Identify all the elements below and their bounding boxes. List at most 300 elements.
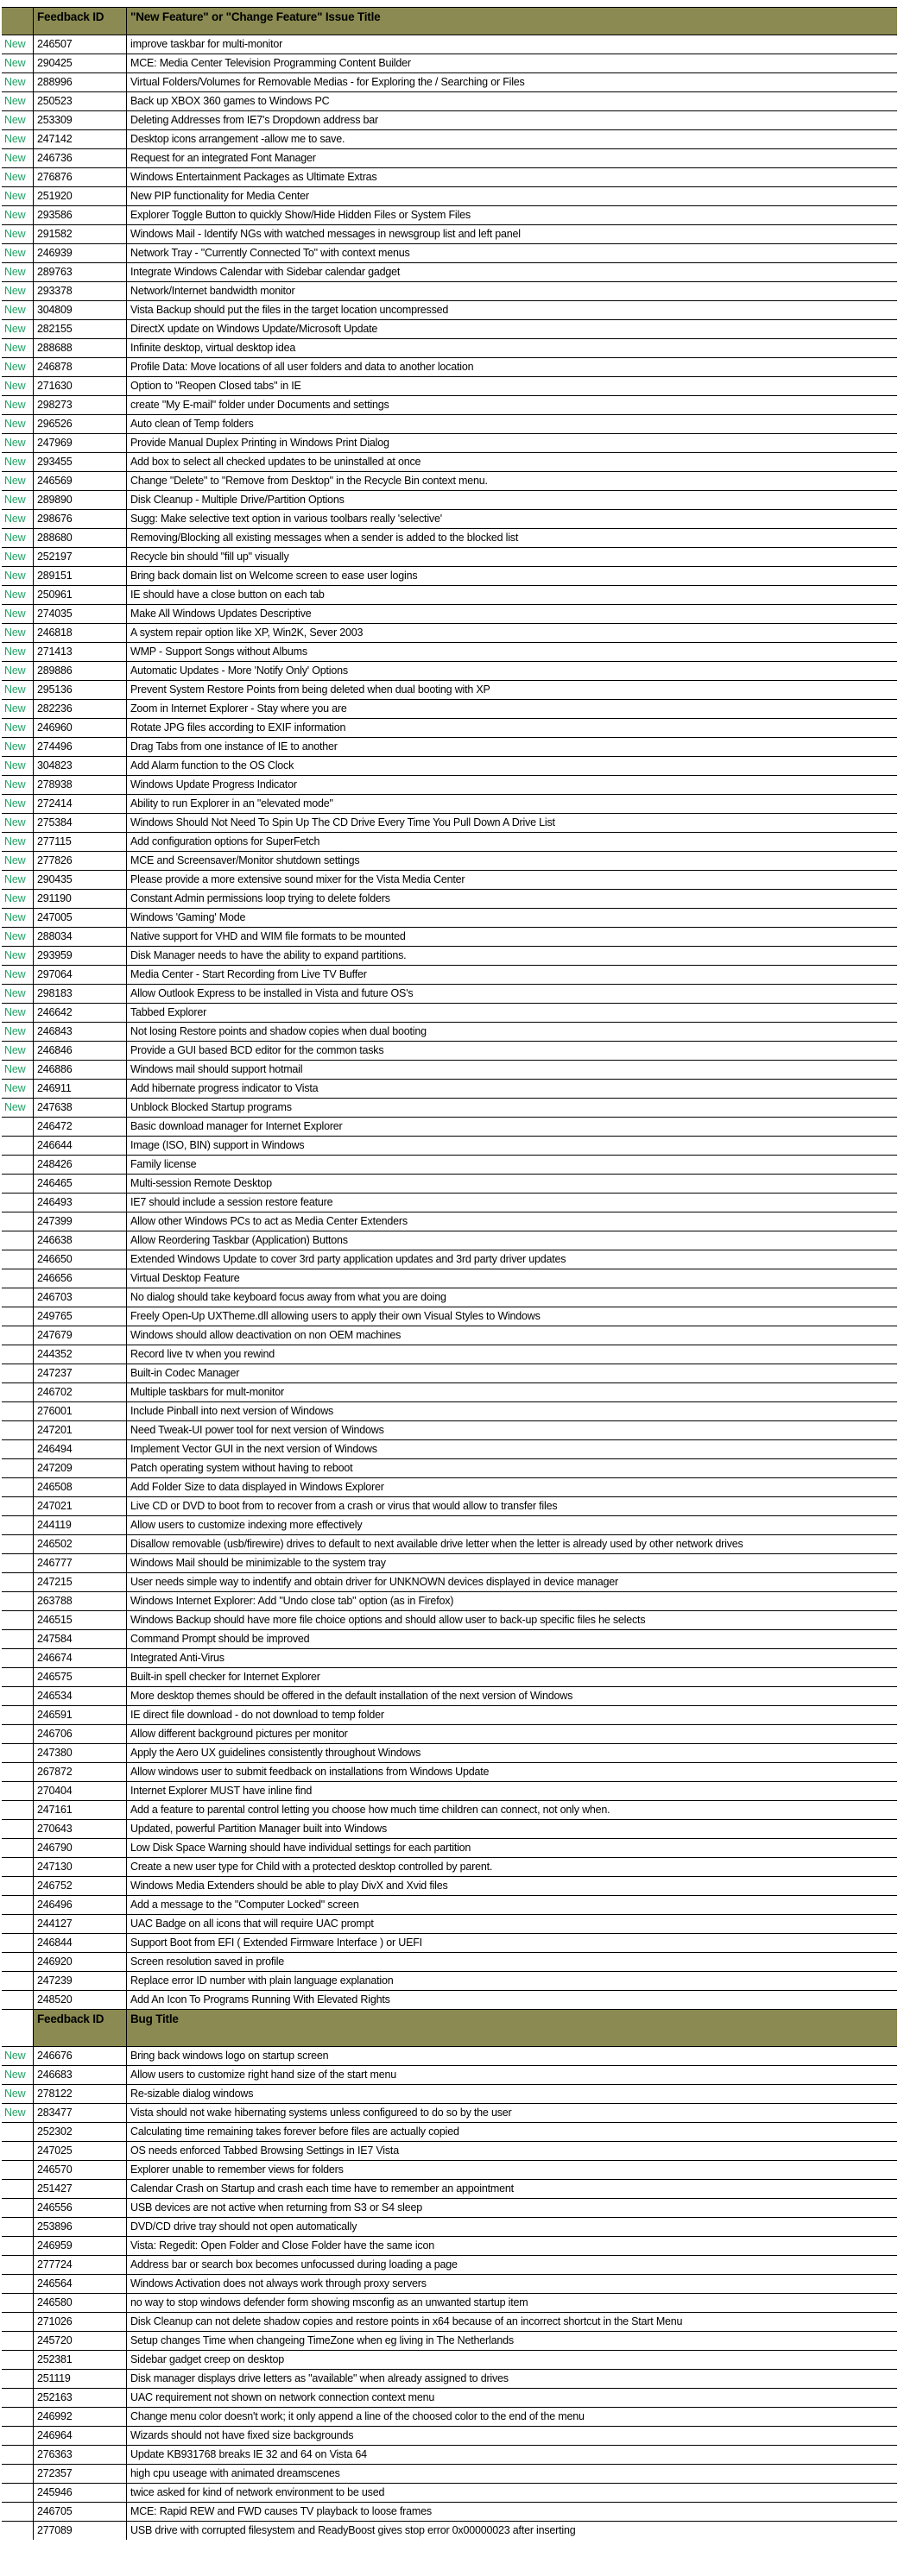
feedback-id-cell[interactable]: 246644 [33, 1137, 127, 1155]
issue-title-cell[interactable]: DVD/CD drive tray should not open automatically [130, 2220, 357, 2233]
issue-title-cell[interactable]: Basic download manager for Internet Explorer [130, 1120, 343, 1132]
issue-title-cell[interactable]: Vista should not wake hibernating systems unless configureed to do so by the user [130, 2107, 512, 2119]
new-flag-cell[interactable] [2, 1687, 33, 1705]
feedback-id-cell[interactable]: 248426 [33, 1156, 127, 1174]
feedback-id-cell[interactable]: 289890 [33, 491, 127, 509]
feedback-id-cell[interactable]: 247239 [33, 1972, 127, 1990]
issue-title-cell[interactable]: Add Alarm function to the OS Clock [130, 759, 294, 772]
issue-title-cell[interactable]: Disk manager displays drive letters as "available" when already assigned to drives [130, 2372, 509, 2384]
issue-title-cell[interactable]: create "My E-mail" folder under Documents and settings [130, 399, 389, 411]
feedback-id-cell[interactable]: 246846 [33, 1042, 127, 1060]
issue-title-cell[interactable]: Disk Cleanup - Multiple Drive/Partition Options [130, 494, 345, 506]
new-flag-cell[interactable]: New [4, 95, 26, 107]
feedback-id-cell[interactable]: 252197 [33, 548, 127, 566]
new-flag-cell[interactable] [2, 1231, 33, 1250]
new-flag-cell[interactable]: New [4, 608, 26, 620]
feedback-id-cell[interactable]: 247679 [33, 1326, 127, 1345]
issue-title-cell[interactable]: Windows Should Not Need To Spin Up The CD Drive Every Time You Pull Down A Drive List [130, 816, 555, 828]
feedback-id-cell[interactable]: 263788 [33, 1592, 127, 1610]
issue-title-cell[interactable]: Windows Activation does not always work through proxy servers [130, 2277, 427, 2289]
new-flag-cell[interactable]: New [4, 1006, 26, 1018]
new-flag-cell[interactable]: New [4, 532, 26, 544]
issue-title-cell[interactable]: OS needs enforced Tabbed Browsing Settings in IE7 Vista [130, 2145, 399, 2157]
issue-title-cell[interactable]: Screen resolution saved in profile [130, 1956, 285, 1968]
issue-title-cell[interactable]: Zoom in Internet Explorer - Stay where you are [130, 702, 347, 715]
feedback-id-cell[interactable]: 289763 [33, 263, 127, 281]
new-flag-cell[interactable] [2, 1991, 33, 2009]
issue-title-cell[interactable]: MCE: Media Center Television Programming Content Builder [130, 57, 411, 69]
feedback-id-cell[interactable]: 275384 [33, 814, 127, 832]
feedback-id-cell[interactable]: 277826 [33, 852, 127, 870]
new-flag-cell[interactable] [2, 2351, 33, 2369]
issue-title-cell[interactable]: Change menu color doesn't work; it only append a line of the choosed color to the end of the menu [130, 2410, 585, 2422]
new-flag-cell[interactable] [2, 2256, 33, 2274]
new-flag-cell[interactable] [2, 1630, 33, 1648]
issue-title-cell[interactable]: Wizards should not have fixed size backgrounds [130, 2429, 354, 2441]
feedback-id-cell[interactable]: 304823 [33, 757, 127, 775]
new-flag-cell[interactable] [2, 1744, 33, 1762]
new-flag-cell[interactable] [2, 1858, 33, 1876]
issue-title-cell[interactable]: Create a new user type for Child with a protected desktop controlled by parent. [130, 1861, 493, 1873]
new-flag-cell[interactable] [2, 1402, 33, 1420]
issue-title-cell[interactable]: UAC requirement not shown on network connection context menu [130, 2391, 435, 2403]
new-flag-cell[interactable]: New [4, 247, 26, 259]
feedback-id-cell[interactable]: 244352 [33, 1345, 127, 1364]
issue-title-cell[interactable]: improve taskbar for multi-monitor [130, 38, 283, 50]
issue-title-cell[interactable]: high cpu useage with animated dreamscenes [130, 2467, 340, 2479]
feedback-id-cell[interactable]: 244119 [33, 1516, 127, 1534]
issue-title-cell[interactable]: Request for an integrated Font Manager [130, 152, 316, 164]
issue-title-cell[interactable]: Add box to select all checked updates to be uninstalled at once [130, 456, 421, 468]
issue-title-cell[interactable]: Desktop icons arrangement -allow me to save. [130, 133, 345, 145]
feedback-id-cell[interactable]: 272357 [33, 2465, 127, 2483]
new-flag-cell[interactable] [2, 2408, 33, 2426]
new-flag-cell[interactable] [2, 1953, 33, 1971]
new-flag-cell[interactable] [2, 1497, 33, 1515]
issue-title-cell[interactable]: USB drive with corrupted filesystem and ReadyBoost gives stop error 0x00000023 after inserting [130, 2524, 576, 2536]
feedback-id-cell[interactable]: 246642 [33, 1004, 127, 1022]
feedback-id-cell[interactable]: 246508 [33, 1478, 127, 1496]
new-flag-cell[interactable] [2, 1383, 33, 1401]
issue-title-cell[interactable]: Auto clean of Temp folders [130, 418, 254, 430]
issue-title-cell[interactable]: Windows Media Extenders should be able to play DivX and Xvid files [130, 1880, 448, 1892]
new-flag-cell[interactable] [2, 2180, 33, 2198]
feedback-id-cell[interactable]: 246656 [33, 1269, 127, 1288]
issue-title-cell[interactable]: Deleting Addresses from IE7's Dropdown address bar [130, 114, 378, 126]
feedback-id-cell[interactable]: 270404 [33, 1782, 127, 1800]
feedback-id-cell[interactable]: 246878 [33, 358, 127, 376]
issue-title-cell[interactable]: Recycle bin should "fill up" visually [130, 551, 289, 563]
issue-title-cell[interactable]: WMP - Support Songs without Albums [130, 646, 307, 658]
feedback-id-cell[interactable]: 267872 [33, 1763, 127, 1781]
new-flag-cell[interactable]: New [4, 361, 26, 373]
feedback-id-cell[interactable]: 247380 [33, 1744, 127, 1762]
issue-title-cell[interactable]: Allow different background pictures per monitor [130, 1728, 348, 1740]
feedback-id-cell[interactable]: 246564 [33, 2275, 127, 2293]
new-flag-cell[interactable]: New [4, 816, 26, 828]
issue-title-cell[interactable]: Command Prompt should be improved [130, 1633, 310, 1645]
issue-title-cell[interactable]: IE7 should include a session restore feature [130, 1196, 333, 1208]
feedback-id-cell[interactable]: 288680 [33, 529, 127, 547]
new-flag-cell[interactable] [2, 1459, 33, 1477]
issue-title-cell[interactable]: Profile Data: Move locations of all user folders and data to another location [130, 361, 474, 373]
issue-title-cell[interactable]: Back up XBOX 360 games to Windows PC [130, 95, 330, 107]
new-flag-cell[interactable]: New [4, 437, 26, 449]
feedback-id-cell[interactable]: 291582 [33, 225, 127, 243]
issue-title-cell[interactable]: User needs simple way to indentify and obtain driver for UNKNOWN devices displayed in device manager [130, 1576, 618, 1588]
issue-title-cell[interactable]: Disallow removable (usb/firewire) drives to default to next available drive letter when the letter is already used by other network drives [130, 1538, 743, 1550]
feedback-id-cell[interactable]: 253896 [33, 2218, 127, 2236]
issue-title-cell[interactable]: Allow Reordering Taskbar (Application) Buttons [130, 1234, 348, 1246]
feedback-id-cell[interactable]: 246939 [33, 244, 127, 262]
new-flag-cell[interactable]: New [4, 551, 26, 563]
new-flag-cell[interactable]: New [4, 930, 26, 942]
new-flag-cell[interactable] [2, 2237, 33, 2255]
feedback-id-cell[interactable]: 253309 [33, 111, 127, 129]
feedback-id-cell[interactable]: 293959 [33, 947, 127, 965]
feedback-id-cell[interactable]: 277115 [33, 833, 127, 851]
feedback-id-cell[interactable]: 245720 [33, 2332, 127, 2350]
feedback-id-cell[interactable]: 246591 [33, 1706, 127, 1724]
feedback-id-cell[interactable]: 271026 [33, 2313, 127, 2331]
issue-title-cell[interactable]: MCE: Rapid REW and FWD causes TV playback to loose frames [130, 2505, 432, 2517]
issue-title-cell[interactable]: Re-sizable dialog windows [130, 2088, 254, 2100]
new-flag-cell[interactable]: New [4, 873, 26, 885]
feedback-id-cell[interactable]: 298273 [33, 396, 127, 414]
issue-title-cell[interactable]: Sidebar gadget creep on desktop [130, 2353, 284, 2365]
feedback-id-cell[interactable]: 246465 [33, 1175, 127, 1193]
feedback-id-cell[interactable]: 246964 [33, 2427, 127, 2445]
issue-title-cell[interactable]: Setup changes Time when changeing TimeZone when eg living in The Netherlands [130, 2334, 514, 2346]
feedback-id-cell[interactable]: 289886 [33, 662, 127, 680]
issue-title-cell[interactable]: Add An Icon To Programs Running With Elevated Rights [130, 1993, 390, 2006]
feedback-id-cell[interactable]: 250961 [33, 586, 127, 604]
new-flag-cell[interactable]: New [4, 2107, 26, 2119]
feedback-id-cell[interactable]: 282236 [33, 700, 127, 718]
feedback-id-cell[interactable]: 288996 [33, 73, 127, 91]
issue-title-cell[interactable]: no way to stop windows defender form showing msconfig as an unwanted startup item [130, 2296, 528, 2308]
new-flag-cell[interactable]: New [4, 797, 26, 809]
new-flag-cell[interactable] [2, 2123, 33, 2141]
issue-title-cell[interactable]: Multiple taskbars for mult-monitor [130, 1386, 284, 1398]
feedback-id-cell[interactable]: 276001 [33, 1402, 127, 1420]
new-flag-cell[interactable]: New [4, 2050, 26, 2062]
new-flag-cell[interactable] [2, 1118, 33, 1136]
feedback-id-cell[interactable]: 293378 [33, 282, 127, 300]
issue-title-cell[interactable]: Sugg: Make selective text option in various toolbars really 'selective' [130, 513, 442, 525]
feedback-id-cell[interactable]: 249765 [33, 1307, 127, 1326]
issue-title-cell[interactable]: Removing/Blocking all existing messages when a sender is added to the blocked list [130, 532, 519, 544]
feedback-id-cell[interactable]: 246886 [33, 1061, 127, 1079]
feedback-id-cell[interactable]: 246818 [33, 624, 127, 642]
feedback-id-cell[interactable]: 304809 [33, 301, 127, 319]
issue-title-cell[interactable]: Windows Internet Explorer: Add "Undo close tab" option (as in Firefox) [130, 1595, 454, 1607]
feedback-id-cell[interactable]: 246472 [33, 1118, 127, 1136]
issue-title-cell[interactable]: Calculating time remaining takes forever before files are actually copied [130, 2126, 459, 2138]
feedback-id-cell[interactable]: 246777 [33, 1554, 127, 1572]
feedback-id-cell[interactable]: 252302 [33, 2123, 127, 2141]
new-flag-cell[interactable] [2, 2199, 33, 2217]
feedback-id-cell[interactable]: 246683 [33, 2066, 127, 2084]
feedback-id-cell[interactable]: 247142 [33, 130, 127, 148]
feedback-id-cell[interactable]: 246959 [33, 2237, 127, 2255]
new-flag-cell[interactable] [2, 1269, 33, 1288]
new-flag-cell[interactable] [2, 1972, 33, 1990]
feedback-id-cell[interactable]: 247638 [33, 1099, 127, 1117]
new-flag-cell[interactable]: New [4, 171, 26, 183]
issue-title-cell[interactable]: Add configuration options for SuperFetch [130, 835, 320, 847]
new-flag-cell[interactable] [2, 1649, 33, 1667]
new-flag-cell[interactable]: New [4, 1044, 26, 1056]
new-flag-cell[interactable] [2, 1194, 33, 1212]
feedback-id-cell[interactable]: 291190 [33, 890, 127, 908]
issue-title-cell[interactable]: Windows Mail should be minimizable to the system tray [130, 1557, 386, 1569]
new-flag-cell[interactable]: New [4, 2069, 26, 2081]
issue-title-cell[interactable]: Implement Vector GUI in the next version of Windows [130, 1443, 377, 1455]
issue-title-cell[interactable]: Freely Open-Up UXTheme.dll allowing users to apply their own Visual Styles to Windows [130, 1310, 541, 1322]
new-flag-cell[interactable] [2, 2503, 33, 2521]
new-flag-cell[interactable]: New [4, 2088, 26, 2100]
feedback-id-cell[interactable]: 244127 [33, 1915, 127, 1933]
issue-title-cell[interactable]: Prevent System Restore Points from being deleted when dual booting with XP [130, 683, 490, 696]
new-flag-cell[interactable] [2, 1573, 33, 1591]
new-flag-cell[interactable]: New [4, 987, 26, 999]
issue-title-cell[interactable]: Built-in spell checker for Internet Explorer [130, 1671, 320, 1683]
issue-title-cell[interactable]: Bring back windows logo on startup screen [130, 2050, 329, 2062]
issue-title-cell[interactable]: Network/Internet bandwidth monitor [130, 285, 295, 297]
new-flag-cell[interactable] [2, 1668, 33, 1686]
issue-title-cell[interactable]: New PIP functionality for Media Center [130, 190, 309, 202]
new-flag-cell[interactable] [2, 1212, 33, 1231]
new-flag-cell[interactable] [2, 1934, 33, 1952]
issue-title-cell[interactable]: DirectX update on Windows Update/Microsoft Update [130, 323, 378, 335]
feedback-id-cell[interactable]: 246575 [33, 1668, 127, 1686]
feedback-id-cell[interactable]: 272414 [33, 795, 127, 813]
feedback-id-cell[interactable]: 247201 [33, 1421, 127, 1439]
feedback-id-cell[interactable]: 288034 [33, 928, 127, 946]
issue-title-cell[interactable]: Constant Admin permissions loop trying to delete folders [130, 892, 390, 904]
new-flag-cell[interactable]: New [4, 38, 26, 50]
new-flag-cell[interactable]: New [4, 570, 26, 582]
issue-title-cell[interactable]: Integrate Windows Calendar with Sidebar calendar gadget [130, 266, 401, 278]
issue-title-cell[interactable]: Provide Manual Duplex Printing in Windows Print Dialog [130, 437, 389, 449]
issue-title-cell[interactable]: Automatic Updates - More 'Notify Only' Options [130, 664, 348, 677]
issue-title-cell[interactable]: Add hibernate progress indicator to Vista [130, 1082, 319, 1094]
new-flag-cell[interactable]: New [4, 190, 26, 202]
new-flag-cell[interactable] [2, 1782, 33, 1800]
issue-title-cell[interactable]: Windows should allow deactivation on non OEM machines [130, 1329, 402, 1341]
feedback-id-cell[interactable]: 246507 [33, 35, 127, 54]
new-flag-cell[interactable]: New [4, 76, 26, 88]
new-flag-cell[interactable] [2, 1592, 33, 1610]
issue-title-cell[interactable]: Windows Update Progress Indicator [130, 778, 297, 790]
new-flag-cell[interactable] [2, 1175, 33, 1193]
feedback-id-cell[interactable]: 295136 [33, 681, 127, 699]
issue-title-cell[interactable]: Media Center - Start Recording from Live TV Buffer [130, 968, 367, 980]
issue-title-cell[interactable]: Allow users to customize right hand size of the start menu [130, 2069, 396, 2081]
new-flag-cell[interactable] [2, 1763, 33, 1781]
feedback-id-cell[interactable]: 270643 [33, 1820, 127, 1838]
feedback-id-cell[interactable]: 246674 [33, 1649, 127, 1667]
issue-title-cell[interactable]: Windows Entertainment Packages as Ultimate Extras [130, 171, 377, 183]
issue-title-cell[interactable]: Please provide a more extensive sound mixer for the Vista Media Center [130, 873, 465, 885]
feedback-id-cell[interactable]: 246736 [33, 149, 127, 167]
new-flag-cell[interactable] [2, 1516, 33, 1534]
feedback-id-cell[interactable]: 246515 [33, 1611, 127, 1629]
feedback-id-cell[interactable]: 246844 [33, 1934, 127, 1952]
feedback-id-cell[interactable]: 248520 [33, 1991, 127, 2009]
issue-title-cell[interactable]: Change "Delete" to "Remove from Desktop" in the Recycle Bin context menu. [130, 475, 488, 487]
new-flag-cell[interactable] [2, 1611, 33, 1629]
new-flag-cell[interactable] [2, 1421, 33, 1439]
feedback-id-cell[interactable]: 246706 [33, 1725, 127, 1743]
issue-title-cell[interactable]: Drag Tabs from one instance of IE to another [130, 740, 338, 753]
issue-title-cell[interactable]: Apply the Aero UX guidelines consistently throughout Windows [130, 1747, 421, 1759]
feedback-id-cell[interactable]: 246676 [33, 2047, 127, 2065]
feedback-id-cell[interactable]: 246493 [33, 1194, 127, 1212]
feedback-id-cell[interactable]: 247130 [33, 1858, 127, 1876]
new-flag-cell[interactable]: New [4, 740, 26, 753]
issue-title-cell[interactable]: Family license [130, 1158, 197, 1170]
new-flag-cell[interactable] [2, 1345, 33, 1364]
issue-title-cell[interactable]: A system repair option like XP, Win2K, Sever 2003 [130, 627, 364, 639]
new-flag-cell[interactable] [2, 2389, 33, 2407]
new-flag-cell[interactable] [2, 1307, 33, 1326]
issue-title-cell[interactable]: Support Boot from EFI ( Extended Firmware Interface ) or UEFI [130, 1937, 422, 1949]
feedback-id-cell[interactable]: 246580 [33, 2294, 127, 2312]
new-flag-cell[interactable]: New [4, 57, 26, 69]
issue-title-cell[interactable]: twice asked for kind of network environment to be used [130, 2486, 385, 2498]
new-flag-cell[interactable]: New [4, 721, 26, 734]
new-flag-cell[interactable] [2, 1288, 33, 1307]
issue-title-cell[interactable]: UAC Badge on all icons that will require UAC prompt [130, 1918, 374, 1930]
issue-title-cell[interactable]: Patch operating system without having to reboot [130, 1462, 353, 1474]
issue-title-cell[interactable]: Allow windows user to submit feedback on installations from Windows Update [130, 1766, 490, 1778]
new-flag-cell[interactable]: New [4, 854, 26, 866]
feedback-id-cell[interactable]: 298183 [33, 985, 127, 1003]
issue-title-cell[interactable]: Need Tweak-UI power tool for next version of Windows [130, 1424, 384, 1436]
new-flag-cell[interactable]: New [4, 152, 26, 164]
new-flag-cell[interactable]: New [4, 456, 26, 468]
issue-title-cell[interactable]: Add Folder Size to data displayed in Windows Explorer [130, 1481, 384, 1493]
new-flag-cell[interactable] [2, 2332, 33, 2350]
feedback-id-cell[interactable]: 246534 [33, 1687, 127, 1705]
feedback-id-cell[interactable]: 276876 [33, 168, 127, 186]
new-flag-cell[interactable]: New [4, 266, 26, 278]
new-flag-cell[interactable]: New [4, 475, 26, 487]
feedback-id-cell[interactable]: 246496 [33, 1896, 127, 1914]
new-flag-cell[interactable]: New [4, 133, 26, 145]
issue-title-cell[interactable]: Unblock Blocked Startup programs [130, 1101, 292, 1113]
feedback-id-cell[interactable]: 246570 [33, 2161, 127, 2179]
new-flag-cell[interactable]: New [4, 1025, 26, 1037]
issue-title-cell[interactable]: USB devices are not active when returning from S3 or S4 sleep [130, 2201, 422, 2214]
feedback-id-cell[interactable]: 247399 [33, 1212, 127, 1231]
issue-title-cell[interactable]: Add a message to the "Computer Locked" screen [130, 1899, 359, 1911]
new-flag-cell[interactable] [2, 2465, 33, 2483]
new-flag-cell[interactable] [2, 1554, 33, 1572]
new-flag-cell[interactable]: New [4, 664, 26, 677]
new-flag-cell[interactable] [2, 1535, 33, 1553]
feedback-id-cell[interactable]: 246992 [33, 2408, 127, 2426]
new-flag-cell[interactable]: New [4, 627, 26, 639]
new-flag-cell[interactable] [2, 1801, 33, 1819]
feedback-id-cell[interactable]: 247005 [33, 909, 127, 927]
new-flag-cell[interactable]: New [4, 494, 26, 506]
new-flag-cell[interactable] [2, 2427, 33, 2445]
issue-title-cell[interactable]: Update KB931768 breaks IE 32 and 64 on Vista 64 [130, 2448, 367, 2460]
issue-title-cell[interactable]: Infinite desktop, virtual desktop idea [130, 342, 296, 354]
feedback-id-cell[interactable]: 297064 [33, 966, 127, 984]
new-flag-cell[interactable] [2, 2313, 33, 2331]
issue-title-cell[interactable]: MCE and Screensaver/Monitor shutdown settings [130, 854, 360, 866]
feedback-id-cell[interactable]: 246650 [33, 1250, 127, 1269]
feedback-id-cell[interactable]: 246502 [33, 1535, 127, 1553]
new-flag-cell[interactable] [2, 1440, 33, 1458]
issue-title-cell[interactable]: Windows Backup should have more file choice options and should allow user to back-up specific files he selects [130, 1614, 646, 1626]
new-flag-cell[interactable] [2, 1915, 33, 1933]
new-flag-cell[interactable]: New [4, 1063, 26, 1075]
issue-title-cell[interactable]: More desktop themes should be offered in the default installation of the next version of Windows [130, 1690, 573, 1702]
feedback-id-cell[interactable]: 251119 [33, 2370, 127, 2388]
feedback-id-cell[interactable]: 278938 [33, 776, 127, 794]
feedback-id-cell[interactable]: 247161 [33, 1801, 127, 1819]
issue-title-cell[interactable]: Address bar or search box becomes unfocussed during loading a page [130, 2258, 458, 2271]
issue-title-cell[interactable]: Calendar Crash on Startup and crash each time have to remember an appointment [130, 2182, 514, 2195]
feedback-id-cell[interactable]: 246752 [33, 1877, 127, 1895]
feedback-id-cell[interactable]: 246843 [33, 1023, 127, 1041]
feedback-id-cell[interactable]: 271630 [33, 377, 127, 395]
new-flag-cell[interactable]: New [4, 342, 26, 354]
new-flag-cell[interactable]: New [4, 589, 26, 601]
issue-title-cell[interactable]: Bring back domain list on Welcome screen to ease user logins [130, 570, 418, 582]
new-flag-cell[interactable]: New [4, 114, 26, 126]
issue-title-cell[interactable]: Built-in Codec Manager [130, 1367, 240, 1379]
feedback-id-cell[interactable]: 277724 [33, 2256, 127, 2274]
feedback-id-cell[interactable]: 246920 [33, 1953, 127, 1971]
feedback-id-cell[interactable]: 271413 [33, 643, 127, 661]
issue-title-cell[interactable]: Record live tv when you rewind [130, 1348, 275, 1360]
issue-title-cell[interactable]: IE direct file download - do not download to temp folder [130, 1709, 384, 1721]
new-flag-cell[interactable] [2, 1326, 33, 1345]
issue-title-cell[interactable]: Multi-session Remote Desktop [130, 1177, 272, 1189]
new-flag-cell[interactable]: New [4, 228, 26, 240]
new-flag-cell[interactable] [2, 1156, 33, 1174]
new-flag-cell[interactable] [2, 1877, 33, 1895]
feedback-id-cell[interactable]: 288688 [33, 339, 127, 357]
feedback-id-cell[interactable]: 247021 [33, 1497, 127, 1515]
new-flag-cell[interactable]: New [4, 1101, 26, 1113]
issue-title-cell[interactable]: No dialog should take keyboard focus away from what you are doing [130, 1291, 446, 1303]
issue-title-cell[interactable]: Windows 'Gaming' Mode [130, 911, 246, 923]
new-flag-cell[interactable] [2, 2218, 33, 2236]
issue-title-cell[interactable]: Native support for VHD and WIM file formats to be mounted [130, 930, 406, 942]
new-flag-cell[interactable]: New [4, 968, 26, 980]
new-flag-cell[interactable]: New [4, 949, 26, 961]
feedback-id-cell[interactable]: 278122 [33, 2085, 127, 2103]
new-flag-cell[interactable]: New [4, 835, 26, 847]
issue-title-cell[interactable]: Windows Mail - Identify NGs with watched messages in newsgroup list and left panel [130, 228, 521, 240]
feedback-id-cell[interactable]: 296526 [33, 415, 127, 433]
new-flag-cell[interactable] [2, 2370, 33, 2388]
feedback-id-cell[interactable]: 246790 [33, 1839, 127, 1857]
new-flag-cell[interactable] [2, 1478, 33, 1496]
issue-title-cell[interactable]: Updated, powerful Partition Manager built into Windows [130, 1823, 388, 1835]
feedback-id-cell[interactable]: 246705 [33, 2503, 127, 2521]
issue-title-cell[interactable]: Rotate JPG files according to EXIF information [130, 721, 346, 734]
new-flag-cell[interactable]: New [4, 1082, 26, 1094]
issue-title-cell[interactable]: Disk Manager needs to have the ability to expand partitions. [130, 949, 407, 961]
